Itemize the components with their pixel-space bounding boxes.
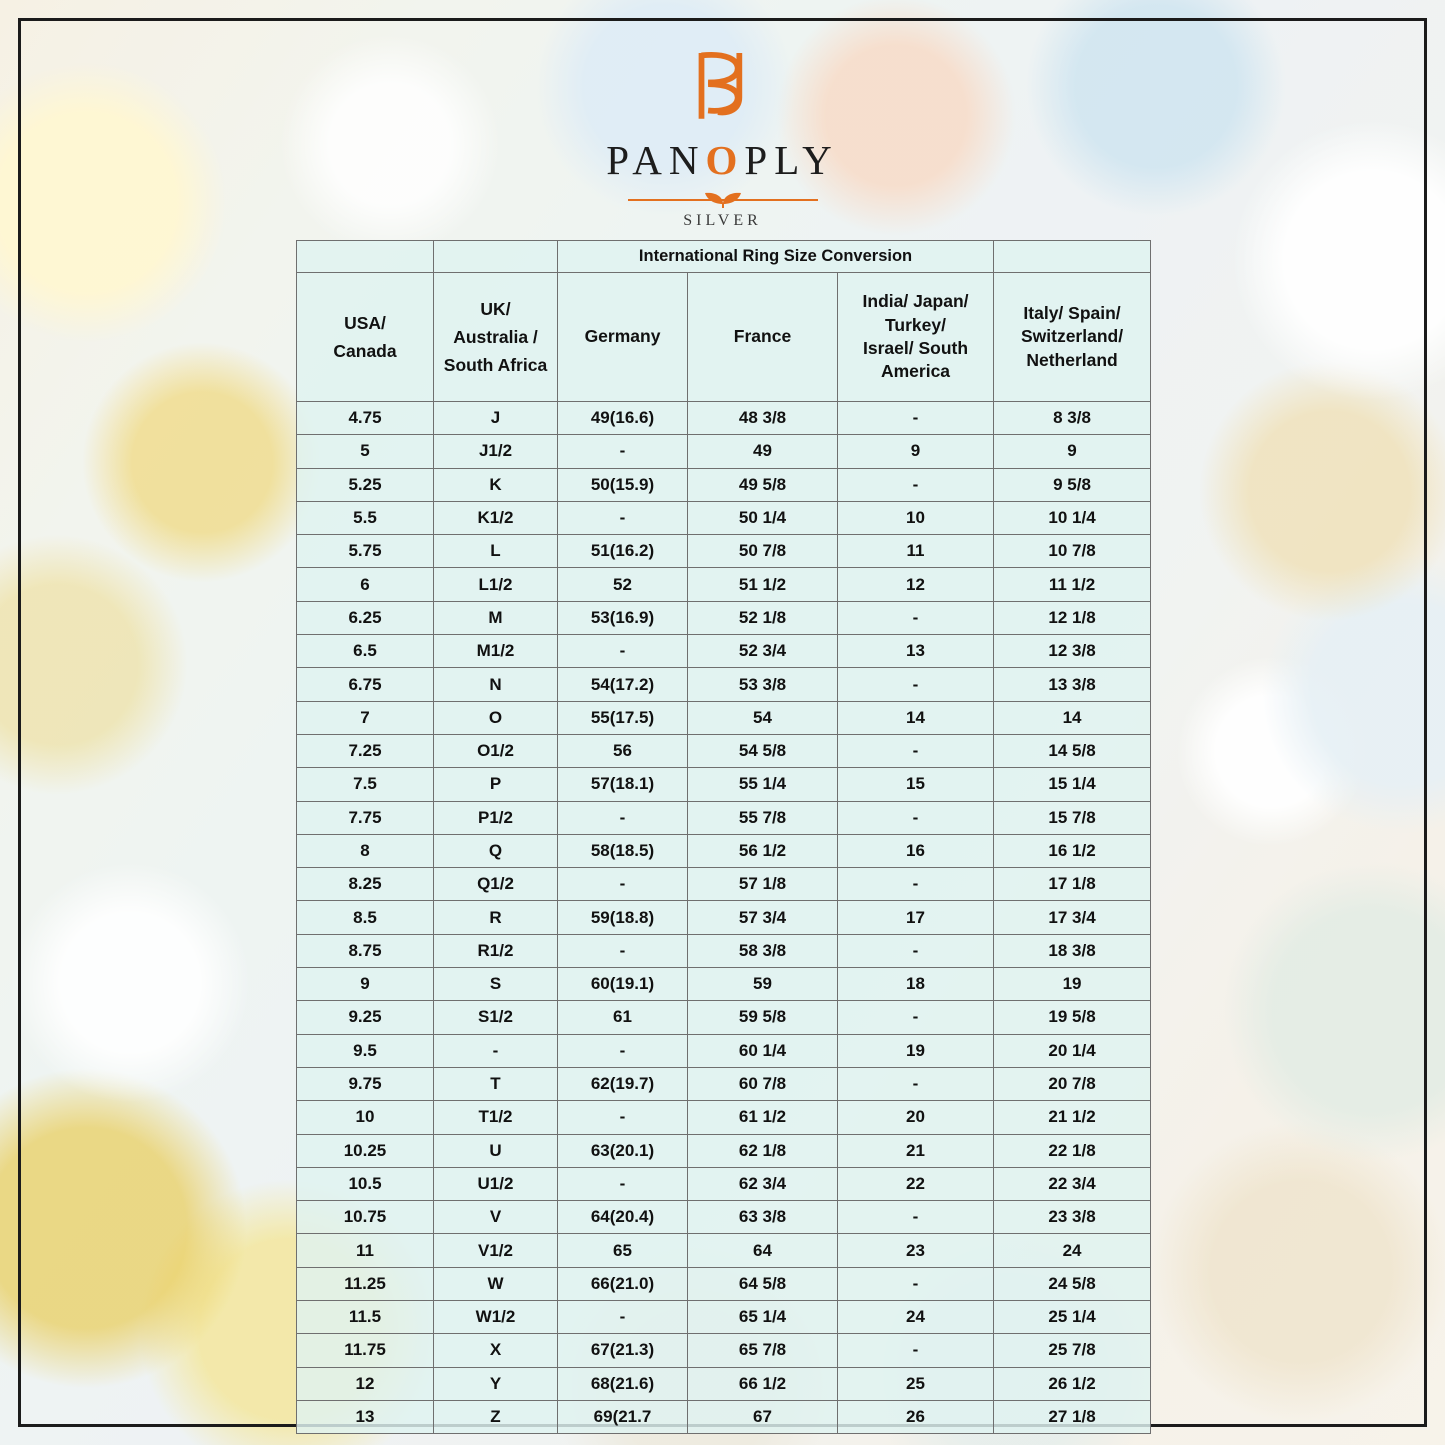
cell-uk-australia-south-africa: S1/2 — [434, 1001, 558, 1034]
cell-germany: - — [558, 1167, 688, 1200]
cell-germany: 61 — [558, 1001, 688, 1034]
cell-germany: 56 — [558, 734, 688, 767]
cell-usa-canada: 11.25 — [297, 1267, 434, 1300]
cell-france: 54 5/8 — [688, 734, 838, 767]
cell-italy-spain-switzerland-netherland: 17 3/4 — [994, 901, 1151, 934]
cell-usa-canada: 9 — [297, 968, 434, 1001]
brand-logo — [0, 48, 1445, 230]
cell-india-japan-turkey-israel-south-america: 25 — [838, 1367, 994, 1400]
cell-usa-canada: 12 — [297, 1367, 434, 1400]
cell-usa-canada: 5.5 — [297, 501, 434, 534]
cell-italy-spain-switzerland-netherland: 24 5/8 — [994, 1267, 1151, 1300]
cell-usa-canada: 6.5 — [297, 635, 434, 668]
cell-france: 52 3/4 — [688, 635, 838, 668]
cell-usa-canada: 6.75 — [297, 668, 434, 701]
column-header-india-japan-turkey-israel-south-america: India/ Japan/ Turkey/ Israel/ South America — [838, 273, 994, 402]
cell-india-japan-turkey-israel-south-america: - — [838, 668, 994, 701]
cell-germany: - — [558, 1101, 688, 1134]
cell-italy-spain-switzerland-netherland: 9 5/8 — [994, 468, 1151, 501]
cell-france: 64 5/8 — [688, 1267, 838, 1300]
cell-usa-canada: 8.75 — [297, 934, 434, 967]
cell-france: 58 3/8 — [688, 934, 838, 967]
cell-uk-australia-south-africa: Q1/2 — [434, 868, 558, 901]
table-title-row — [297, 241, 1151, 273]
cell-usa-canada: 11 — [297, 1234, 434, 1267]
cell-germany: 63(20.1) — [558, 1134, 688, 1167]
table-row — [297, 568, 1151, 601]
cell-uk-australia-south-africa: - — [434, 1034, 558, 1067]
cell-italy-spain-switzerland-netherland: 19 5/8 — [994, 1001, 1151, 1034]
cell-usa-canada: 4.75 — [297, 402, 434, 435]
cell-uk-australia-south-africa: O — [434, 701, 558, 734]
cell-france: 57 1/8 — [688, 868, 838, 901]
cell-usa-canada: 9.5 — [297, 1034, 434, 1067]
cell-france: 65 1/4 — [688, 1301, 838, 1334]
column-header-france: France — [688, 273, 838, 402]
cell-india-japan-turkey-israel-south-america: 14 — [838, 701, 994, 734]
cell-india-japan-turkey-israel-south-america: - — [838, 1001, 994, 1034]
cell-italy-spain-switzerland-netherland: 16 1/2 — [994, 834, 1151, 867]
brand-subtitle: SILVER — [683, 212, 762, 229]
cell-france: 66 1/2 — [688, 1367, 838, 1400]
table-row — [297, 868, 1151, 901]
cell-uk-australia-south-africa: X — [434, 1334, 558, 1367]
table-row — [297, 1301, 1151, 1334]
table-row — [297, 1134, 1151, 1167]
cell-india-japan-turkey-israel-south-america: 22 — [838, 1167, 994, 1200]
brand-name-accent: O — [705, 137, 745, 183]
table-row — [297, 468, 1151, 501]
cell-france: 50 7/8 — [688, 535, 838, 568]
cell-italy-spain-switzerland-netherland: 12 3/8 — [994, 635, 1151, 668]
cell-usa-canada: 11.5 — [297, 1301, 434, 1334]
cell-india-japan-turkey-israel-south-america: 12 — [838, 568, 994, 601]
cell-france: 59 — [688, 968, 838, 1001]
cell-france: 53 3/8 — [688, 668, 838, 701]
cell-italy-spain-switzerland-netherland: 10 7/8 — [994, 535, 1151, 568]
table-header-row — [297, 273, 1151, 402]
cell-france: 64 — [688, 1234, 838, 1267]
cell-germany: 54(17.2) — [558, 668, 688, 701]
cell-italy-spain-switzerland-netherland: 15 1/4 — [994, 768, 1151, 801]
cell-italy-spain-switzerland-netherland: 14 5/8 — [994, 734, 1151, 767]
cell-india-japan-turkey-israel-south-america: 15 — [838, 768, 994, 801]
cell-uk-australia-south-africa: P — [434, 768, 558, 801]
cell-india-japan-turkey-israel-south-america: - — [838, 1201, 994, 1234]
table-row — [297, 501, 1151, 534]
cell-india-japan-turkey-israel-south-america: 23 — [838, 1234, 994, 1267]
cell-india-japan-turkey-israel-south-america: 18 — [838, 968, 994, 1001]
cell-uk-australia-south-africa: S — [434, 968, 558, 1001]
cell-france: 50 1/4 — [688, 501, 838, 534]
cell-france: 60 1/4 — [688, 1034, 838, 1067]
cell-uk-australia-south-africa: K1/2 — [434, 501, 558, 534]
cell-india-japan-turkey-israel-south-america: - — [838, 1334, 994, 1367]
cell-india-japan-turkey-israel-south-america: - — [838, 801, 994, 834]
cell-germany: - — [558, 435, 688, 468]
cell-uk-australia-south-africa: T1/2 — [434, 1101, 558, 1134]
cell-uk-australia-south-africa: P1/2 — [434, 801, 558, 834]
cell-germany: - — [558, 1301, 688, 1334]
column-header-germany: Germany — [558, 273, 688, 402]
brand-wordmark — [0, 136, 1445, 184]
cell-usa-canada: 9.25 — [297, 1001, 434, 1034]
cell-usa-canada: 5.25 — [297, 468, 434, 501]
cell-italy-spain-switzerland-netherland: 18 3/8 — [994, 934, 1151, 967]
brand-divider — [628, 190, 818, 208]
cell-india-japan-turkey-israel-south-america: - — [838, 468, 994, 501]
table-row — [297, 901, 1151, 934]
cell-usa-canada: 7.75 — [297, 801, 434, 834]
cell-india-japan-turkey-israel-south-america: - — [838, 1067, 994, 1100]
cell-india-japan-turkey-israel-south-america: 17 — [838, 901, 994, 934]
cell-germany: 62(19.7) — [558, 1067, 688, 1100]
cell-germany: 66(21.0) — [558, 1267, 688, 1300]
cell-usa-canada: 6 — [297, 568, 434, 601]
cell-uk-australia-south-africa: L1/2 — [434, 568, 558, 601]
table-row — [297, 1101, 1151, 1134]
cell-india-japan-turkey-israel-south-america: 26 — [838, 1400, 994, 1433]
table-row — [297, 535, 1151, 568]
table-row — [297, 1367, 1151, 1400]
cell-germany: 68(21.6) — [558, 1367, 688, 1400]
cell-uk-australia-south-africa: T — [434, 1067, 558, 1100]
cell-germany: 52 — [558, 568, 688, 601]
cell-uk-australia-south-africa: Z — [434, 1400, 558, 1433]
ring-size-table-wrap — [296, 240, 1150, 1434]
cell-usa-canada: 10.5 — [297, 1167, 434, 1200]
cell-usa-canada: 6.25 — [297, 601, 434, 634]
cell-italy-spain-switzerland-netherland: 8 3/8 — [994, 402, 1151, 435]
cell-india-japan-turkey-israel-south-america: 24 — [838, 1301, 994, 1334]
cell-uk-australia-south-africa: Q — [434, 834, 558, 867]
cell-uk-australia-south-africa: J — [434, 402, 558, 435]
cell-uk-australia-south-africa: U1/2 — [434, 1167, 558, 1200]
cell-germany: - — [558, 801, 688, 834]
brand-name-suffix: PLY — [744, 137, 839, 183]
column-header-usa-canada: USA/ Canada — [297, 273, 434, 402]
cell-italy-spain-switzerland-netherland: 10 1/4 — [994, 501, 1151, 534]
cell-italy-spain-switzerland-netherland: 26 1/2 — [994, 1367, 1151, 1400]
cell-germany: 67(21.3) — [558, 1334, 688, 1367]
cell-italy-spain-switzerland-netherland: 11 1/2 — [994, 568, 1151, 601]
cell-france: 61 1/2 — [688, 1101, 838, 1134]
table-row — [297, 1067, 1151, 1100]
cell-germany: 50(15.9) — [558, 468, 688, 501]
cell-uk-australia-south-africa: M1/2 — [434, 635, 558, 668]
leaf-ornament-icon — [703, 190, 743, 208]
cell-france: 52 1/8 — [688, 601, 838, 634]
cell-italy-spain-switzerland-netherland: 27 1/8 — [994, 1400, 1151, 1433]
cell-uk-australia-south-africa: R1/2 — [434, 934, 558, 967]
table-row — [297, 635, 1151, 668]
cell-usa-canada: 5.75 — [297, 535, 434, 568]
cell-france: 54 — [688, 701, 838, 734]
cell-france: 62 3/4 — [688, 1167, 838, 1200]
cell-germany: 58(18.5) — [558, 834, 688, 867]
cell-france: 55 7/8 — [688, 801, 838, 834]
cell-france: 63 3/8 — [688, 1201, 838, 1234]
cell-italy-spain-switzerland-netherland: 25 7/8 — [994, 1334, 1151, 1367]
cell-india-japan-turkey-israel-south-america: 9 — [838, 435, 994, 468]
cell-france: 60 7/8 — [688, 1067, 838, 1100]
cell-usa-canada: 13 — [297, 1400, 434, 1433]
cell-india-japan-turkey-israel-south-america: 19 — [838, 1034, 994, 1067]
cell-germany: 60(19.1) — [558, 968, 688, 1001]
cell-india-japan-turkey-israel-south-america: - — [838, 402, 994, 435]
cell-usa-canada: 5 — [297, 435, 434, 468]
cell-usa-canada: 10.75 — [297, 1201, 434, 1234]
cell-germany: 49(16.6) — [558, 402, 688, 435]
cell-usa-canada: 8.25 — [297, 868, 434, 901]
cell-italy-spain-switzerland-netherland: 20 1/4 — [994, 1034, 1151, 1067]
cell-usa-canada: 10 — [297, 1101, 434, 1134]
cell-germany: 65 — [558, 1234, 688, 1267]
cell-germany: - — [558, 501, 688, 534]
cell-uk-australia-south-africa: J1/2 — [434, 435, 558, 468]
cell-uk-australia-south-africa: O1/2 — [434, 734, 558, 767]
cell-france: 55 1/4 — [688, 768, 838, 801]
cell-germany: 64(20.4) — [558, 1201, 688, 1234]
cell-germany: 53(16.9) — [558, 601, 688, 634]
cell-uk-australia-south-africa: Y — [434, 1367, 558, 1400]
cell-italy-spain-switzerland-netherland: 14 — [994, 701, 1151, 734]
brand-name-prefix: PAN — [606, 137, 706, 183]
cell-uk-australia-south-africa: K — [434, 468, 558, 501]
cell-germany: - — [558, 635, 688, 668]
cell-germany: 55(17.5) — [558, 701, 688, 734]
cell-italy-spain-switzerland-netherland: 17 1/8 — [994, 868, 1151, 901]
cell-france: 57 3/4 — [688, 901, 838, 934]
cell-usa-canada: 7.5 — [297, 768, 434, 801]
cell-usa-canada: 7 — [297, 701, 434, 734]
cell-germany: 51(16.2) — [558, 535, 688, 568]
cell-usa-canada: 7.25 — [297, 734, 434, 767]
cell-italy-spain-switzerland-netherland: 22 3/4 — [994, 1167, 1151, 1200]
table-row — [297, 1234, 1151, 1267]
table-row — [297, 1334, 1151, 1367]
title-spacer-2 — [434, 241, 558, 273]
cell-germany: 57(18.1) — [558, 768, 688, 801]
table-row — [297, 1400, 1151, 1433]
cell-germany: 59(18.8) — [558, 901, 688, 934]
cell-india-japan-turkey-israel-south-america: - — [838, 734, 994, 767]
cell-uk-australia-south-africa: L — [434, 535, 558, 568]
table-row — [297, 801, 1151, 834]
cell-italy-spain-switzerland-netherland: 15 7/8 — [994, 801, 1151, 834]
cell-germany: - — [558, 868, 688, 901]
cell-france: 67 — [688, 1400, 838, 1433]
cell-india-japan-turkey-israel-south-america: 16 — [838, 834, 994, 867]
cell-italy-spain-switzerland-netherland: 23 3/8 — [994, 1201, 1151, 1234]
table-row — [297, 1001, 1151, 1034]
table-row — [297, 402, 1151, 435]
cell-germany: - — [558, 934, 688, 967]
cell-uk-australia-south-africa: W — [434, 1267, 558, 1300]
cell-germany: 69(21.7 — [558, 1400, 688, 1433]
cell-india-japan-turkey-israel-south-america: 11 — [838, 535, 994, 568]
cell-france: 62 1/8 — [688, 1134, 838, 1167]
table-row — [297, 1167, 1151, 1200]
cell-uk-australia-south-africa: V1/2 — [434, 1234, 558, 1267]
cell-italy-spain-switzerland-netherland: 19 — [994, 968, 1151, 1001]
title-spacer-1 — [297, 241, 434, 273]
table-title: International Ring Size Conversion — [558, 241, 994, 273]
table-row — [297, 1034, 1151, 1067]
cell-uk-australia-south-africa: M — [434, 601, 558, 634]
table-row — [297, 601, 1151, 634]
cell-france: 51 1/2 — [688, 568, 838, 601]
cell-india-japan-turkey-israel-south-america: 20 — [838, 1101, 994, 1134]
cell-uk-australia-south-africa: N — [434, 668, 558, 701]
ring-size-conversion-table — [296, 240, 1151, 1434]
cell-italy-spain-switzerland-netherland: 13 3/8 — [994, 668, 1151, 701]
cell-usa-canada: 8.5 — [297, 901, 434, 934]
table-row — [297, 668, 1151, 701]
table-row — [297, 734, 1151, 767]
column-header-uk-australia-south-africa: UK/ Australia / South Africa — [434, 273, 558, 402]
cell-usa-canada: 11.75 — [297, 1334, 434, 1367]
cell-usa-canada: 9.75 — [297, 1067, 434, 1100]
table-row — [297, 768, 1151, 801]
cell-france: 56 1/2 — [688, 834, 838, 867]
cell-india-japan-turkey-israel-south-america: 10 — [838, 501, 994, 534]
cell-italy-spain-switzerland-netherland: 25 1/4 — [994, 1301, 1151, 1334]
cell-uk-australia-south-africa: R — [434, 901, 558, 934]
table-row — [297, 934, 1151, 967]
cell-uk-australia-south-africa: W1/2 — [434, 1301, 558, 1334]
table-row — [297, 1201, 1151, 1234]
cell-france: 65 7/8 — [688, 1334, 838, 1367]
table-row — [297, 435, 1151, 468]
cell-italy-spain-switzerland-netherland: 20 7/8 — [994, 1067, 1151, 1100]
cell-india-japan-turkey-israel-south-america: - — [838, 601, 994, 634]
cell-france: 49 5/8 — [688, 468, 838, 501]
cell-italy-spain-switzerland-netherland: 24 — [994, 1234, 1151, 1267]
cell-india-japan-turkey-israel-south-america: 21 — [838, 1134, 994, 1167]
cell-usa-canada: 8 — [297, 834, 434, 867]
cell-germany: - — [558, 1034, 688, 1067]
cell-india-japan-turkey-israel-south-america: - — [838, 1267, 994, 1300]
cell-india-japan-turkey-israel-south-america: - — [838, 868, 994, 901]
cell-italy-spain-switzerland-netherland: 21 1/2 — [994, 1101, 1151, 1134]
table-row — [297, 834, 1151, 867]
cell-india-japan-turkey-israel-south-america: 13 — [838, 635, 994, 668]
cell-france: 48 3/8 — [688, 402, 838, 435]
table-row — [297, 701, 1151, 734]
cell-uk-australia-south-africa: V — [434, 1201, 558, 1234]
cell-france: 49 — [688, 435, 838, 468]
cell-uk-australia-south-africa: U — [434, 1134, 558, 1167]
column-header-italy-spain-switzerland-netherland: Italy/ Spain/ Switzerland/ Netherland — [994, 273, 1151, 402]
cell-france: 59 5/8 — [688, 1001, 838, 1034]
cell-italy-spain-switzerland-netherland: 12 1/8 — [994, 601, 1151, 634]
cell-usa-canada: 10.25 — [297, 1134, 434, 1167]
cell-india-japan-turkey-israel-south-america: - — [838, 934, 994, 967]
cell-italy-spain-switzerland-netherland: 9 — [994, 435, 1151, 468]
title-spacer-3 — [994, 241, 1151, 273]
table-row — [297, 1267, 1151, 1300]
cell-italy-spain-switzerland-netherland: 22 1/8 — [994, 1134, 1151, 1167]
table-row — [297, 968, 1151, 1001]
panoply-monogram-icon — [690, 48, 756, 122]
